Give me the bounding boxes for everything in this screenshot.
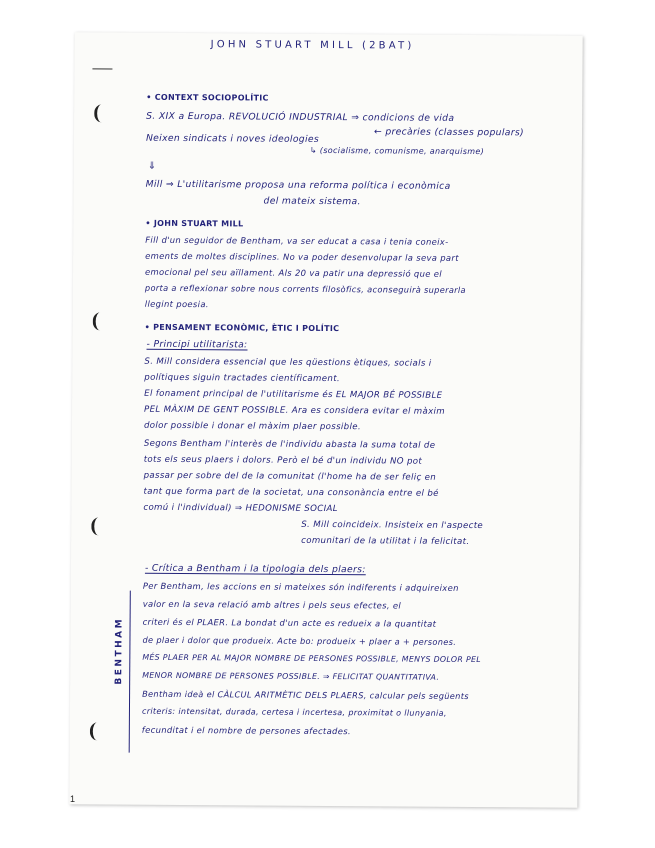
text-line: porta a reflexionar sobre nous corrents filosòfics, aconseguirà superarla	[144, 282, 466, 295]
text-line: PEL MÀXIM DE GENT POSSIBLE. Ara es considera evitar el màxim	[144, 404, 446, 417]
text-line: ements de moltes disciplines. No va poder desenvolupar la seva part	[145, 250, 459, 263]
text-line: tant que forma part de la societat, una consonància entre el bé	[143, 486, 439, 499]
text-line: valor en la seva relació amb altres i pels seus efectes, el	[142, 598, 402, 611]
text-line: llegint poesia.	[144, 298, 209, 310]
text-line: polítiques siguin tractades científicament.	[144, 372, 341, 385]
text-line: dolor possible i donar el màxim plaer possible.	[143, 420, 361, 433]
binder-hole	[94, 104, 109, 122]
text-line: S. Mill considera essencial que les qüestions ètiques, socials i	[144, 356, 432, 369]
text-line: Segons Bentham l'interès de l'individu abasta la suma total de	[143, 438, 436, 451]
section-heading: • CONTEXT SOCIOPOLÍTIC	[146, 92, 269, 103]
subheading: - Crítica a Bentham i la tipologia dels plaers:	[144, 562, 366, 576]
text-line: comunitari de la utilitat i la felicitat.	[301, 535, 470, 548]
text-line: criteris: intensitat, durada, certesa i incertesa, proximitat o llunyania,	[141, 706, 447, 718]
text-line: de plaer i dolor que produeix. Acte bo: produeix + plaer a + persones.	[142, 634, 457, 647]
binder-hole	[91, 517, 106, 535]
text-line: MÉS PLAER PER AL MAJOR NOMBRE DE PERSONES POSSIBLE, MENYS DOLOR PEL	[142, 652, 482, 665]
side-label: BENTHAM	[114, 616, 125, 685]
text-line: tots els seus plaers i dolors. Però el bé d'un individu NO pot	[143, 454, 423, 467]
section-heading: • PENSAMENT ECONÒMIC, ÈTIC I POLÍTIC	[144, 322, 340, 334]
binder-hole	[93, 312, 108, 330]
text-line: Fill d'un seguidor de Bentham, va ser educat a casa i tenia coneix-	[145, 234, 449, 247]
binder-hole	[90, 722, 105, 740]
text-line: comú i l'individual) ⇒ HEDONISME SOCIAL	[143, 502, 338, 515]
margin-dash	[92, 68, 112, 69]
page-title: JOHN STUART MILL (2BAT)	[210, 39, 415, 52]
text-line: Neixen sindicats i noves ideologies	[145, 132, 320, 145]
subheading: - Principi utilitarista:	[146, 338, 248, 351]
down-arrow-icon: ⇓	[147, 160, 157, 172]
notebook-page	[69, 32, 582, 808]
text-line: S. Mill coincideix. Insisteix en l'aspecte	[301, 519, 484, 532]
margin-bracket	[129, 591, 135, 753]
text-line: S. XIX a Europa. REVOLUCIÓ INDUSTRIAL ⇒ condicions de vida	[146, 110, 455, 124]
text-line: Per Bentham, les accions en si mateixes són indiferents i adquireixen	[142, 580, 459, 593]
text-line: El fonament principal de l'utilitarisme és EL MAJOR BÉ POSSIBLE	[144, 388, 443, 401]
section-heading: • JOHN STUART MILL	[145, 218, 244, 229]
page-number: 1	[70, 794, 76, 804]
text-line: emocional pel seu aïllament. Als 20 va patir una depressió que el	[144, 266, 443, 279]
text-line: ↳ (socialisme, comunisme, anarquisme)	[309, 145, 485, 157]
text-line: MENOR NOMBRE DE PERSONES POSSIBLE. ⇒ FELICITAT QUANTITATIVA.	[142, 670, 440, 682]
text-line: fecunditat i el nombre de persones afectades.	[141, 724, 352, 737]
text-line: del mateix sistema.	[263, 195, 361, 208]
text-line: Bentham ideà el CÀLCUL ARITMÈTIC DELS PLAERS, calcular pels següents	[142, 688, 469, 702]
text-line: passar per sobre del de la comunitat (l'home ha de ser feliç en	[143, 470, 437, 483]
text-line: Mill ⇒ L'utilitarisme proposa una reforma política i econòmica	[145, 178, 451, 192]
text-line: criteri és el PLAER. La bondat d'un acte es redueix a la quantitat	[142, 616, 437, 629]
text-line: ← precàries (classes populars)	[373, 126, 525, 139]
